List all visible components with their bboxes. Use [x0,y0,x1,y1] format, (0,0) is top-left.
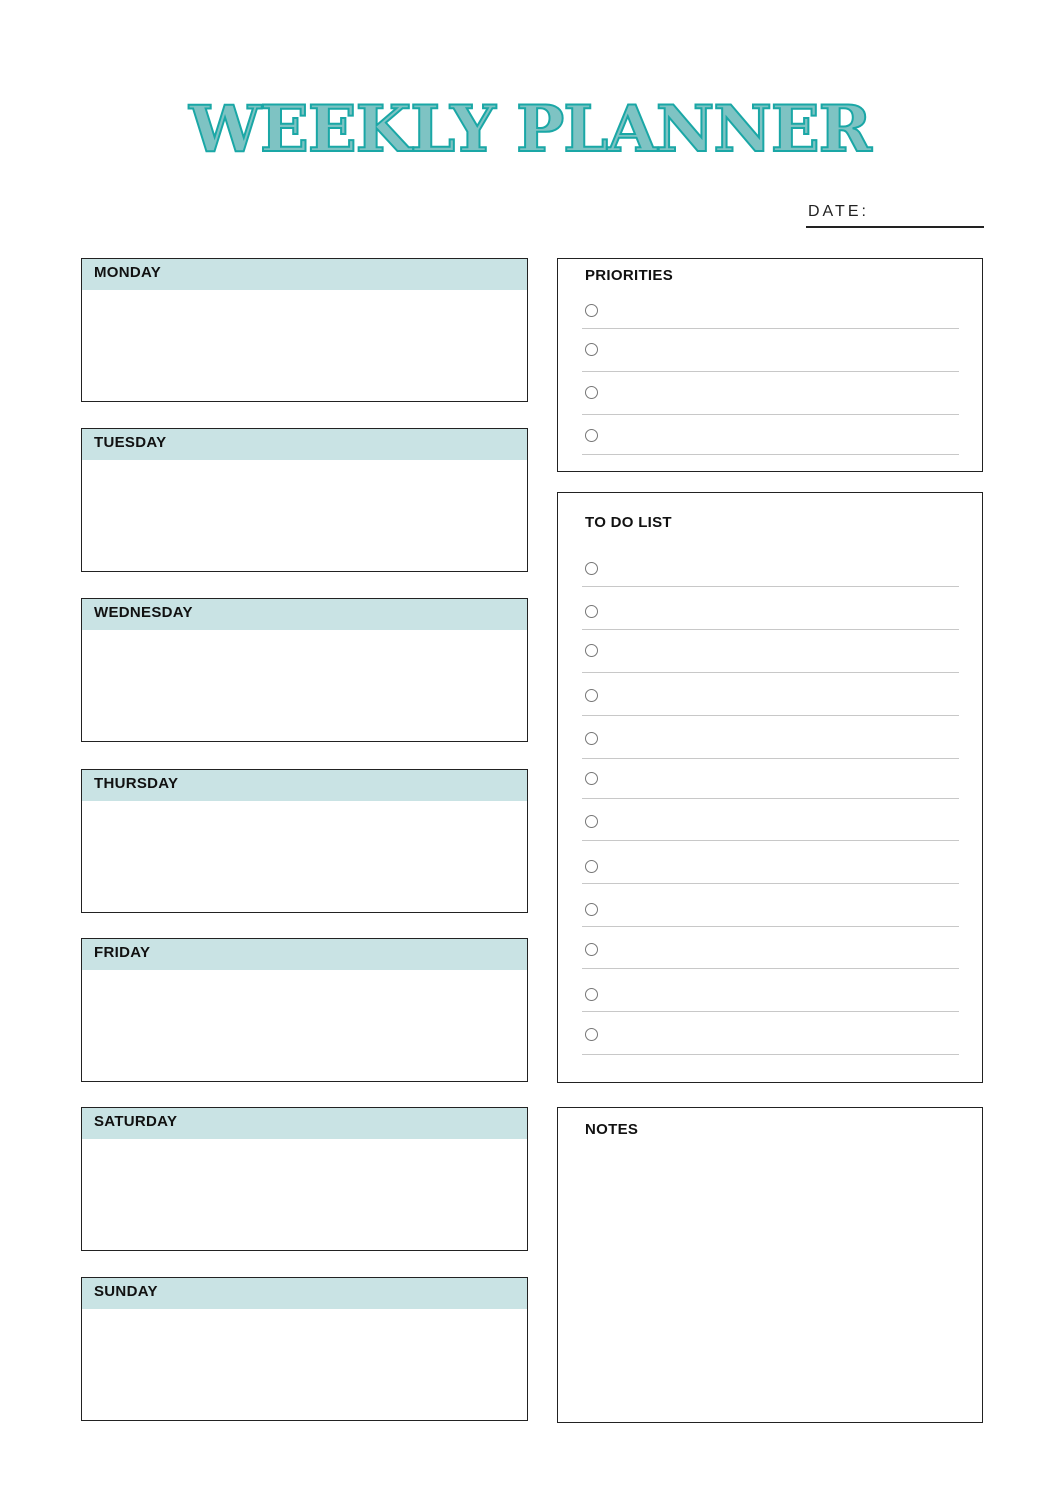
todo-checkbox[interactable] [585,772,598,785]
todo-checkbox[interactable] [585,562,598,575]
todo-checkbox[interactable] [585,644,598,657]
todo-line[interactable] [582,586,959,587]
todo-line[interactable] [582,672,959,673]
notes-title: NOTES [585,1121,639,1138]
todo-checkbox[interactable] [585,988,598,1001]
priority-checkbox[interactable] [585,343,598,356]
day-box-wednesday[interactable] [81,598,528,742]
todo-checkbox[interactable] [585,605,598,618]
day-box-tuesday[interactable] [81,428,528,572]
todo-checkbox[interactable] [585,732,598,745]
page-title: WEEKLY PLANNER [189,92,871,167]
priorities-title: PRIORITIES [585,267,674,284]
todo-line[interactable] [582,715,959,716]
todo-line[interactable] [582,798,959,799]
day-header: TUESDAY [82,429,527,460]
priority-line[interactable] [582,414,959,415]
todo-line[interactable] [582,758,959,759]
todo-checkbox[interactable] [585,903,598,916]
priority-checkbox[interactable] [585,386,598,399]
todo-checkbox[interactable] [585,943,598,956]
day-box-thursday[interactable] [81,769,528,913]
day-box-monday[interactable] [81,258,528,402]
todo-panel [557,492,983,1083]
day-box-friday[interactable] [81,938,528,1082]
day-box-saturday[interactable] [81,1107,528,1251]
priorities-panel [557,258,983,472]
priority-line[interactable] [582,371,959,372]
priority-checkbox[interactable] [585,429,598,442]
todo-line[interactable] [582,1011,959,1012]
day-header: SATURDAY [82,1108,527,1139]
priority-checkbox[interactable] [585,304,598,317]
priority-line[interactable] [582,328,959,329]
date-label: DATE: [808,203,869,220]
day-header: MONDAY [82,259,527,290]
notes-panel[interactable] [557,1107,983,1423]
day-header: WEDNESDAY [82,599,527,630]
todo-checkbox[interactable] [585,1028,598,1041]
todo-line[interactable] [582,883,959,884]
todo-line[interactable] [582,968,959,969]
todo-checkbox[interactable] [585,860,598,873]
todo-line[interactable] [582,926,959,927]
date-field[interactable] [806,226,984,228]
todo-line[interactable] [582,629,959,630]
day-header: SUNDAY [82,1278,527,1309]
todo-checkbox[interactable] [585,689,598,702]
day-header: FRIDAY [82,939,527,970]
day-header: THURSDAY [82,770,527,801]
day-box-sunday[interactable] [81,1277,528,1421]
todo-title: TO DO LIST [585,514,672,531]
todo-line[interactable] [582,840,959,841]
todo-line[interactable] [582,1054,959,1055]
todo-checkbox[interactable] [585,815,598,828]
priority-line[interactable] [582,454,959,455]
